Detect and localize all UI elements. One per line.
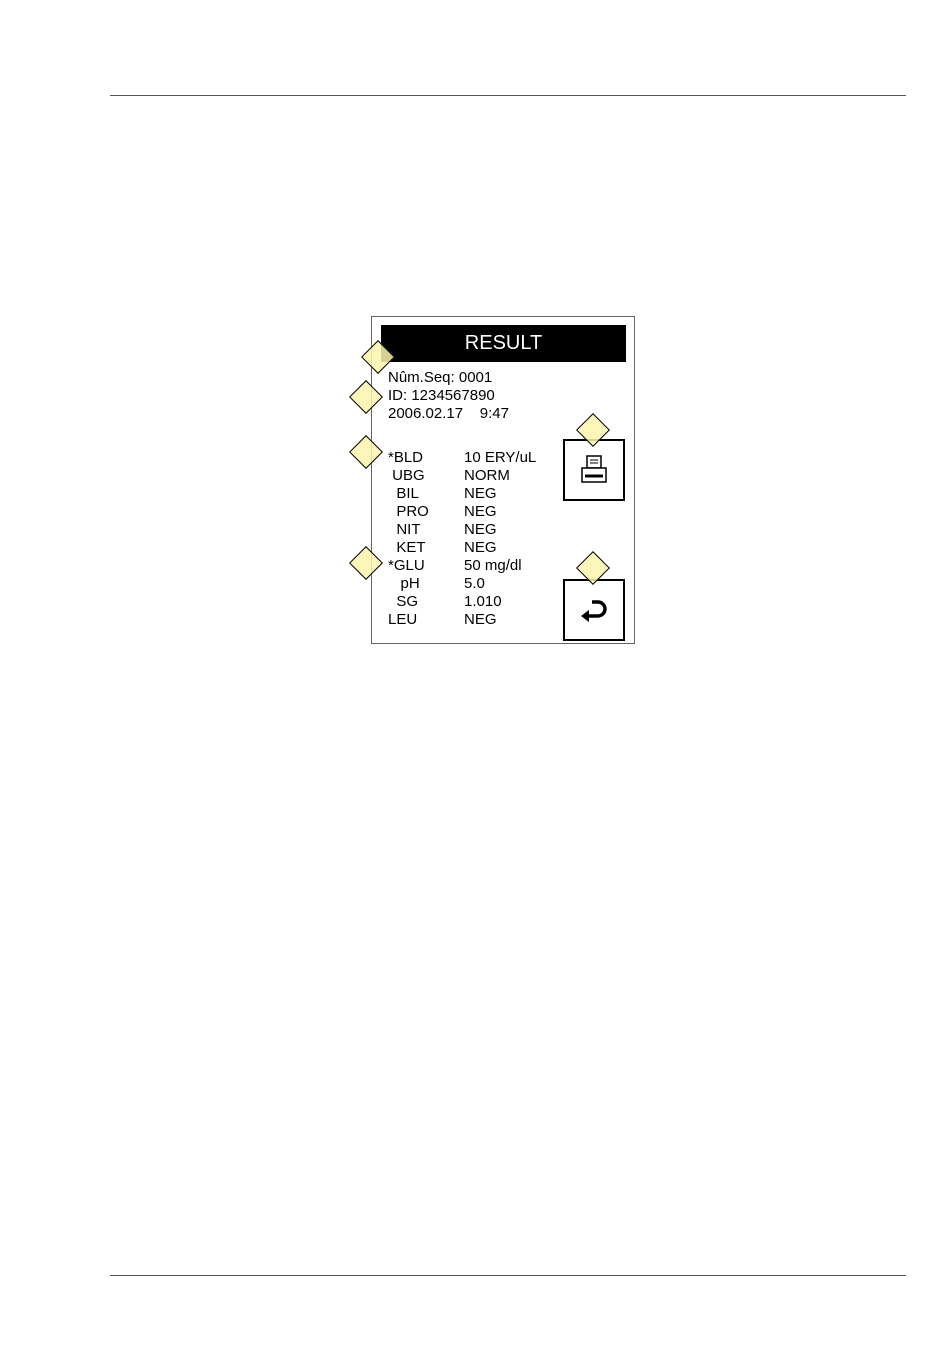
result-param: LEU [388,611,418,628]
result-value: NEG [464,611,497,628]
test-datetime: 2006.02.17 9:47 [388,405,509,422]
header-rule [110,95,906,96]
result-value: NEG [464,521,497,538]
result-param: UBG [388,467,425,484]
result-value: 1.010 [464,593,502,610]
printer-icon [565,441,623,499]
result-param: pH [388,575,420,592]
result-value: NEG [464,539,497,556]
result-value: 10 ERY/uL [464,449,537,466]
result-value: NORM [464,467,510,484]
result-param: PRO [388,503,429,520]
result-param: NIT [388,521,421,538]
result-param: SG [388,593,419,610]
result-value: NEG [464,485,497,502]
footer-rule [110,1275,906,1276]
return-button[interactable] [563,579,625,641]
sequence-number: Nûm.Seq: 0001 [388,369,493,386]
result-param: *GLU [388,557,425,574]
return-arrow-icon [565,581,623,639]
result-screen [371,316,635,644]
result-value: 5.0 [464,575,485,592]
result-param: *BLD [388,449,424,466]
sample-id: ID: 1234567890 [388,387,495,404]
print-button[interactable] [563,439,625,501]
result-param: KET [388,539,426,556]
result-value: 50 mg/dl [464,557,522,574]
result-value: NEG [464,503,497,520]
result-param: BIL [388,485,419,502]
screen-title: RESULT [381,325,626,362]
